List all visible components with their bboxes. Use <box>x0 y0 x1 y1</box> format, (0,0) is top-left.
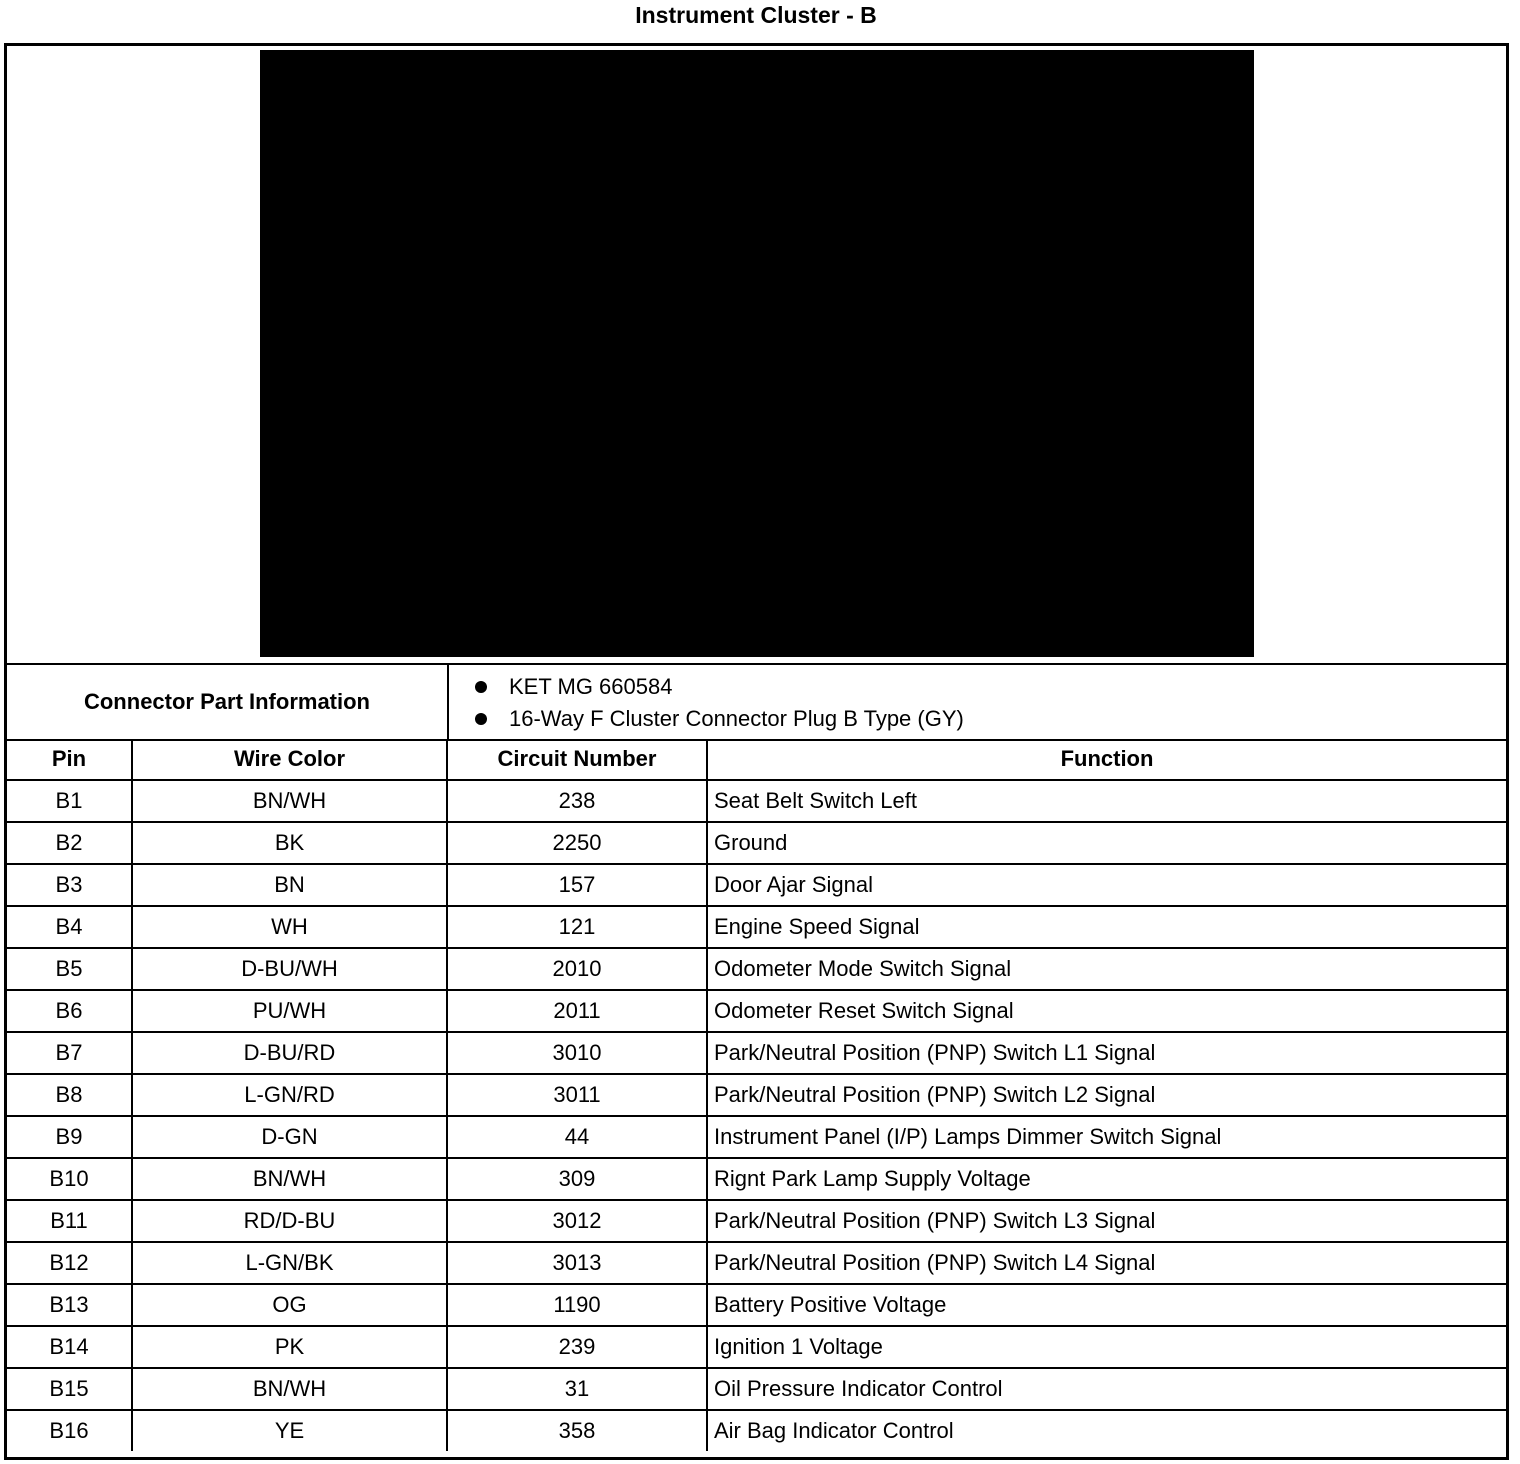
cell-pin: B1 <box>7 780 132 822</box>
table-row <box>7 864 1506 906</box>
cell-wire-color: L-GN/BK <box>132 1242 447 1284</box>
bullet-icon <box>475 713 487 725</box>
cell-wire-color: OG <box>132 1284 447 1326</box>
cell-pin: B16 <box>7 1410 132 1451</box>
connector-frame <box>4 43 1509 1460</box>
cell-circuit-number: 2011 <box>447 990 707 1032</box>
cell-pin: B12 <box>7 1242 132 1284</box>
header-wire-color: Wire Color <box>132 739 447 780</box>
cell-wire-color: BK <box>132 822 447 864</box>
cell-circuit-number: 358 <box>447 1410 707 1451</box>
pinout-table <box>7 739 1506 1451</box>
cell-wire-color: PU/WH <box>132 990 447 1032</box>
cell-function: Park/Neutral Position (PNP) Switch L3 Signal <box>707 1200 1506 1242</box>
cell-pin: B15 <box>7 1368 132 1410</box>
cell-circuit-number: 121 <box>447 906 707 948</box>
list-item <box>469 671 964 703</box>
bullet-icon <box>475 681 487 693</box>
cell-pin: B6 <box>7 990 132 1032</box>
cell-wire-color: YE <box>132 1410 447 1451</box>
table-row <box>7 948 1506 990</box>
connector-image <box>260 50 1254 657</box>
cell-function: Rignt Park Lamp Supply Voltage <box>707 1158 1506 1200</box>
table-row <box>7 1284 1506 1326</box>
table-row <box>7 990 1506 1032</box>
connector-part-list <box>469 671 964 735</box>
table-row <box>7 1200 1506 1242</box>
cell-pin: B14 <box>7 1326 132 1368</box>
connector-description: 16-Way F Cluster Connector Plug B Type (GY) <box>509 706 964 731</box>
cell-function: Door Ajar Signal <box>707 864 1506 906</box>
cell-pin: B8 <box>7 1074 132 1116</box>
cell-function: Engine Speed Signal <box>707 906 1506 948</box>
cell-wire-color: BN <box>132 864 447 906</box>
cell-function: Seat Belt Switch Left <box>707 780 1506 822</box>
cell-pin: B7 <box>7 1032 132 1074</box>
cell-wire-color: D-BU/WH <box>132 948 447 990</box>
table-row <box>7 1410 1506 1451</box>
cell-wire-color: PK <box>132 1326 447 1368</box>
table-row <box>7 1368 1506 1410</box>
cell-circuit-number: 309 <box>447 1158 707 1200</box>
cell-wire-color: BN/WH <box>132 1158 447 1200</box>
table-header-row <box>7 739 1506 780</box>
table-row <box>7 906 1506 948</box>
table-row <box>7 1158 1506 1200</box>
cell-pin: B2 <box>7 822 132 864</box>
table-row <box>7 822 1506 864</box>
header-pin: Pin <box>7 739 132 780</box>
table-row <box>7 1032 1506 1074</box>
cell-pin: B9 <box>7 1116 132 1158</box>
cell-function: Battery Positive Voltage <box>707 1284 1506 1326</box>
cell-function: Odometer Reset Switch Signal <box>707 990 1506 1032</box>
cell-function: Oil Pressure Indicator Control <box>707 1368 1506 1410</box>
cell-circuit-number: 2250 <box>447 822 707 864</box>
list-item <box>469 703 964 735</box>
header-function: Function <box>707 739 1506 780</box>
cell-function: Air Bag Indicator Control <box>714 1418 954 1443</box>
cell-pin: B10 <box>7 1158 132 1200</box>
cell-circuit-number: 3012 <box>447 1200 707 1242</box>
cell-pin: B3 <box>7 864 132 906</box>
cell-circuit-number: 157 <box>447 864 707 906</box>
cell-function: Park/Neutral Position (PNP) Switch L4 Signal <box>707 1242 1506 1284</box>
table-row <box>7 1326 1506 1368</box>
cell-function: Instrument Panel (I/P) Lamps Dimmer Switch Signal <box>707 1116 1506 1158</box>
connector-part-information <box>7 665 1506 741</box>
table-row <box>7 1074 1506 1116</box>
diagram-area <box>7 46 1506 665</box>
page-title: Instrument Cluster - B <box>635 2 877 28</box>
part-number: KET MG 660584 <box>509 674 673 699</box>
cell-circuit-number: 3013 <box>447 1242 707 1284</box>
cell-wire-color: RD/D-BU <box>132 1200 447 1242</box>
cell-pin: B13 <box>7 1284 132 1326</box>
cell-wire-color: L-GN/RD <box>132 1074 447 1116</box>
cell-pin: B5 <box>7 948 132 990</box>
cell-wire-color: BN/WH <box>132 780 447 822</box>
cell-function: Park/Neutral Position (PNP) Switch L2 Signal <box>707 1074 1506 1116</box>
header-circuit-number: Circuit Number <box>447 739 707 780</box>
cell-circuit-number: 3010 <box>447 1032 707 1074</box>
cell-circuit-number: 2010 <box>447 948 707 990</box>
cell-function: Odometer Mode Switch Signal <box>707 948 1506 990</box>
cell-circuit-number: 31 <box>447 1368 707 1410</box>
cell-circuit-number: 239 <box>447 1326 707 1368</box>
table-row <box>7 1116 1506 1158</box>
connector-part-information-label: Connector Part Information <box>7 665 449 739</box>
cell-wire-color: WH <box>132 906 447 948</box>
cell-function: Park/Neutral Position (PNP) Switch L1 Signal <box>707 1032 1506 1074</box>
cell-wire-color: D-BU/RD <box>132 1032 447 1074</box>
cell-wire-color: BN/WH <box>132 1368 447 1410</box>
cell-pin: B4 <box>7 906 132 948</box>
cell-circuit-number: 3011 <box>447 1074 707 1116</box>
cell-circuit-number: 1190 <box>447 1284 707 1326</box>
cell-wire-color: D-GN <box>132 1116 447 1158</box>
cell-circuit-number: 238 <box>447 780 707 822</box>
cell-circuit-number: 44 <box>447 1116 707 1158</box>
table-row <box>7 1242 1506 1284</box>
cell-function: Ground <box>707 822 1506 864</box>
cell-function: Ignition 1 Voltage <box>707 1326 1506 1368</box>
table-row <box>7 780 1506 822</box>
cell-pin: B11 <box>7 1200 132 1242</box>
